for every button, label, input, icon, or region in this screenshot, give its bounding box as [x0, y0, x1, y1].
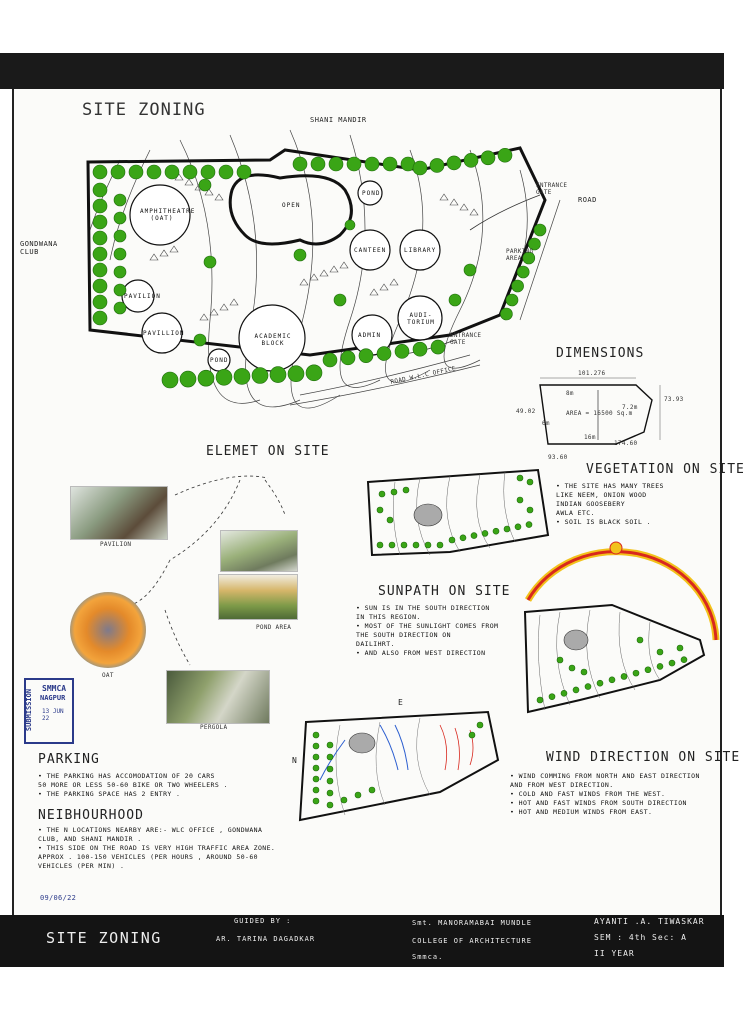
vegetation-note: • THE SITE HAS MANY TREES: [556, 482, 664, 490]
tree-symbol: [114, 248, 126, 260]
wind-title: WIND DIRECTION ON SITE: [546, 750, 741, 765]
tree-symbol: [517, 497, 523, 503]
tree-symbol: [506, 294, 518, 306]
tree-symbol: [369, 787, 375, 793]
tree-symbol: [93, 215, 107, 229]
shani-mandir-label: SHANI MANDIR: [310, 116, 367, 124]
tree-symbol: [345, 220, 355, 230]
tree-symbol: [93, 231, 107, 245]
tree-symbol: [517, 266, 529, 278]
tree-symbol: [288, 366, 304, 382]
sunpath-note: • AND ALSO FROM WEST DIRECTION: [356, 649, 486, 657]
library-label: LIBRARY: [404, 247, 437, 254]
entrance-path-top: [470, 195, 540, 230]
tree-symbol: [621, 673, 627, 679]
dimension-inner-top-value: 8m: [566, 390, 574, 397]
tree-symbol: [93, 311, 107, 325]
tree-symbol: [114, 266, 126, 278]
tree-symbol: [389, 542, 395, 548]
tree-symbol: [377, 507, 383, 513]
tree-symbol: [219, 165, 233, 179]
tree-symbol: [383, 157, 397, 171]
wind-note: • COLD AND FAST WINDS FROM THE WEST.: [510, 790, 666, 798]
submission-stamp: [24, 678, 74, 744]
student-name: AYANTI .A. TIWASKAR: [594, 917, 705, 926]
sun-symbol: [610, 542, 622, 554]
tree-symbol: [313, 732, 319, 738]
tree-symbol: [637, 637, 643, 643]
pavilion-photo: [70, 486, 168, 540]
compass-east-label: E: [398, 698, 404, 707]
tree-symbol: [449, 294, 461, 306]
elements-title: ELEMET ON SITE: [206, 444, 330, 459]
wind-trees: [313, 722, 483, 808]
admin-label: ADMIN: [358, 332, 382, 339]
tree-symbol: [313, 765, 319, 771]
parking-note: 50 MORE OR LESS 50-60 BIKE OR TWO WHEELERS .: [38, 781, 228, 789]
tree-symbol: [413, 342, 427, 356]
tree-symbol: [327, 790, 333, 796]
tree-symbol: [504, 526, 510, 532]
tree-symbol: [313, 787, 319, 793]
tree-symbol: [569, 665, 575, 671]
sun-arc-red: [528, 552, 716, 640]
tree-symbol: [395, 344, 409, 358]
tree-symbol: [585, 684, 591, 690]
tree-symbol: [129, 165, 143, 179]
wind-note: • HOT AND FAST WINDS FROM SOUTH DIRECTION: [510, 799, 687, 807]
tree-symbol: [327, 754, 333, 760]
dimension-bottom-left-value: 93.60: [548, 454, 568, 461]
tree-symbol: [323, 353, 337, 367]
tree-symbol: [517, 475, 523, 481]
tree-symbol: [162, 372, 178, 388]
tree-symbol: [477, 722, 483, 728]
sunpath-pond: [564, 630, 588, 650]
tree-symbol: [437, 542, 443, 548]
tree-symbol: [379, 491, 385, 497]
neighbourhood-title: NEIBHOURHOOD: [38, 808, 144, 823]
vegetation-notes: [556, 482, 664, 527]
tree-symbol: [327, 778, 333, 784]
pond-area-caption: POND AREA: [256, 624, 292, 631]
sunpath-notes: [356, 604, 498, 658]
tree-symbol: [403, 487, 409, 493]
dimension-side-value: 6m: [542, 420, 550, 427]
dimension-left-value: 49.02: [516, 408, 536, 415]
sunpath-trees: [537, 637, 687, 703]
oat-caption: OAT: [102, 672, 114, 679]
tree-symbol: [677, 645, 683, 651]
sunpath-note: IN THIS REGION.: [356, 613, 421, 621]
section: Sec: A: [652, 933, 687, 942]
college-line2: COLLEGE OF ARCHITECTURE: [412, 937, 532, 945]
parking-note: • THE PARKING SPACE HAS 2 ENTRY .: [38, 790, 181, 798]
entrance-gate-bottom-label: ENTRANCE GATE: [450, 332, 482, 346]
tree-symbol: [527, 507, 533, 513]
tree-symbol: [515, 524, 521, 530]
tree-symbol: [311, 157, 325, 171]
tree-symbol: [111, 165, 125, 179]
vegetation-note: LIKE NEEM, ONION WOOD: [556, 491, 647, 499]
pond-photo-2: [218, 574, 298, 620]
tree-symbol: [460, 535, 466, 541]
dimension-inner-right-value: 7.2m: [622, 404, 638, 411]
tree-symbol: [377, 347, 391, 361]
tree-symbol: [93, 247, 107, 261]
tree-symbol: [469, 732, 475, 738]
auditorium-label: AUDI-TORIUM: [407, 312, 435, 326]
parking-note: • THE PARKING HAS ACCOMODATION OF 20 CARS: [38, 772, 215, 780]
tree-symbol: [447, 156, 461, 170]
compass-north-label: N: [292, 756, 298, 765]
vegetation-contours: [393, 472, 515, 555]
tree-symbol: [537, 697, 543, 703]
tree-symbol: [365, 157, 379, 171]
tree-symbol: [527, 479, 533, 485]
open-area-outline: [230, 175, 351, 244]
tree-symbol: [561, 690, 567, 696]
tree-symbol: [313, 743, 319, 749]
tree-symbol: [431, 340, 445, 354]
tree-symbol: [557, 657, 563, 663]
dimension-right-value: 73.93: [664, 396, 684, 403]
gondwana-club-label: GONDWANA CLUB: [20, 240, 58, 256]
semester: SEM : 4th: [594, 933, 647, 942]
tree-symbol: [252, 368, 268, 384]
tree-symbol: [498, 148, 512, 162]
pergola-photo: [166, 670, 270, 724]
tree-symbol: [534, 224, 546, 236]
tree-symbol: [216, 369, 232, 385]
neighbourhood-note: • THE N LOCATIONS NEARBY ARE:- WLC OFFICE , GONDWANA: [38, 826, 263, 834]
parking-notes: [38, 772, 228, 799]
pavilion-caption: PAVILION: [100, 541, 132, 548]
tree-symbol: [327, 742, 333, 748]
dimensions-title: DIMENSIONS: [556, 346, 645, 361]
tree-symbol: [413, 542, 419, 548]
wind-pond: [349, 733, 375, 753]
stamp-line2: NAGPUR: [40, 694, 66, 702]
tree-symbol: [482, 530, 488, 536]
wind-contours: [336, 718, 430, 815]
parking-area-label: PARKING AREA: [506, 248, 534, 262]
wind-arrows-red: [440, 725, 473, 770]
sunpath-note: • SUN IS IN THE SOUTH DIRECTION: [356, 604, 490, 612]
sunpath-note: • MOST OF THE SUNLIGHT COMES FROM: [356, 622, 499, 630]
signature-date: 09/06/22: [40, 894, 77, 902]
tree-symbol: [114, 194, 126, 206]
tree-symbol: [581, 669, 587, 675]
tree-symbol: [114, 302, 126, 314]
tree-symbol: [347, 157, 361, 171]
tree-symbol: [93, 165, 107, 179]
footer-title: SITE ZONING: [46, 929, 162, 947]
tree-symbol: [341, 797, 347, 803]
vegetation-trees: [377, 475, 533, 548]
tree-symbol: [512, 280, 524, 292]
tree-symbol: [657, 663, 663, 669]
tree-symbol: [526, 522, 532, 528]
academic-block-label: ACADEMIC BLOCK: [254, 333, 292, 347]
sun-arc-yellow: [528, 552, 716, 640]
amphitheatre-label: AMPHITHEATRE (OAT): [140, 208, 196, 222]
stamp-line3: SUBMISSION: [25, 688, 34, 732]
pergola-caption: PERGOLA: [200, 724, 228, 731]
tree-symbol: [93, 295, 107, 309]
tree-symbol: [464, 153, 478, 167]
tree-symbol: [449, 537, 455, 543]
tree-symbol: [234, 368, 250, 384]
vegetation-note: INDIAN GOOSEBERY: [556, 500, 626, 508]
neighbourhood-note: APPROX . 100-150 VEHICLES (PER HOURS , AROUND 50-60: [38, 853, 258, 861]
tree-symbol: [573, 687, 579, 693]
sheet-heading: SITE ZONING: [82, 100, 206, 120]
canteen-label: CANTEEN: [354, 247, 387, 254]
stamp-line1: SMMCA: [42, 684, 67, 693]
neighbourhood-note: • THIS SIDE ON THE ROAD IS VERY HIGH TRAFFIC AREA ZONE.: [38, 844, 276, 852]
wind-note: • WIND COMMING FROM NORTH AND EAST DIRECTION: [510, 772, 700, 780]
dimension-top-value: 101.276: [578, 370, 606, 377]
vegetation-note: • SOIL IS BLACK SOIL .: [556, 518, 651, 526]
wind-note: AND FROM WEST DIRECTION.: [510, 781, 614, 789]
tree-symbol: [387, 517, 393, 523]
tree-symbol: [657, 649, 663, 655]
tree-symbol: [313, 798, 319, 804]
tree-symbol: [500, 308, 512, 320]
neighbourhood-notes: [38, 826, 275, 871]
tree-symbol: [391, 489, 397, 495]
tree-symbol: [633, 670, 639, 676]
wind-note: • HOT AND MEDIUM WINDS FROM EAST.: [510, 808, 653, 816]
sunpath-note: THE SOUTH DIRECTION ON: [356, 631, 451, 639]
college-line3: Smmca.: [412, 953, 444, 961]
pond-top-label: POND: [362, 190, 381, 197]
stamp-date: 13 JUN 22: [42, 708, 64, 722]
tree-symbol: [313, 754, 319, 760]
tree-symbol: [609, 677, 615, 683]
tree-symbol: [165, 165, 179, 179]
pavilion-1-label: PAVILION: [124, 293, 161, 300]
open-label: OPEN: [282, 202, 301, 209]
dimension-bottom-right-value: 174.60: [614, 440, 638, 447]
title-block: [0, 915, 724, 967]
tree-symbol: [237, 165, 251, 179]
tree-symbol: [313, 776, 319, 782]
tree-symbol: [114, 212, 126, 224]
tree-symbol: [425, 542, 431, 548]
tree-symbol: [199, 179, 211, 191]
tree-symbol: [93, 199, 107, 213]
tree-symbol: [180, 371, 196, 387]
guide-name: AR. TARINA DAGADKAR: [216, 935, 316, 943]
tree-symbol: [430, 158, 444, 172]
tree-symbol: [147, 165, 161, 179]
tree-symbol: [201, 165, 215, 179]
tree-symbol: [327, 766, 333, 772]
tree-symbol: [401, 542, 407, 548]
tree-symbol: [355, 792, 361, 798]
neighbourhood-note: VEHICLES (PER MIN) .: [38, 862, 125, 870]
pond-photo-1: [220, 530, 298, 572]
tree-symbol: [270, 367, 286, 383]
guided-by-label: GUIDED BY :: [234, 917, 292, 925]
tree-symbol: [306, 365, 322, 381]
tree-symbol: [481, 151, 495, 165]
college-line1: Smt. MANORAMABAI MUNDLE: [412, 919, 532, 927]
wind-notes: [510, 772, 700, 817]
pond-bottom-label: POND: [210, 357, 229, 364]
tree-symbol: [198, 370, 214, 386]
tree-symbol: [194, 334, 206, 346]
road-top-label: ROAD: [578, 196, 597, 204]
pavilion-2-label: PAVILLION: [143, 330, 185, 337]
vegetation-note: AWLA ETC.: [556, 509, 595, 517]
tree-symbol: [93, 183, 107, 197]
tree-symbol: [681, 657, 687, 663]
oat-photo: [70, 592, 146, 668]
tree-symbol: [294, 249, 306, 261]
tree-symbol: [293, 157, 307, 171]
sunpath-note: DAILIHRT.: [356, 640, 395, 648]
year: II YEAR: [594, 949, 635, 958]
entrance-gate-top-label: ENTRANCE GATE: [536, 182, 568, 196]
tree-symbol: [359, 349, 373, 363]
road-bottom-label: ROAD W.L.C OFFICE: [389, 365, 457, 386]
tree-symbol: [204, 256, 216, 268]
neighbourhood-note: CLUB, AND SHANI MANDIR .: [38, 835, 142, 843]
tree-symbol: [597, 680, 603, 686]
dimension-area-value: AREA = 16500 Sq.m: [566, 410, 633, 417]
sunpath-title: SUNPATH ON SITE: [378, 584, 511, 599]
tree-symbol: [471, 533, 477, 539]
tree-symbol: [669, 660, 675, 666]
tree-symbol: [334, 294, 346, 306]
vegetation-pond: [414, 504, 442, 526]
tree-symbol: [493, 528, 499, 534]
parking-title: PARKING: [38, 752, 100, 767]
dimension-inner-bottom-value: 16m: [584, 434, 596, 441]
tree-symbol: [183, 165, 197, 179]
tree-symbol: [464, 264, 476, 276]
tree-symbol: [327, 802, 333, 808]
tree-symbol: [341, 351, 355, 365]
tree-symbol: [93, 279, 107, 293]
tree-symbol: [549, 694, 555, 700]
tree-symbol: [93, 263, 107, 277]
tree-symbol: [645, 667, 651, 673]
tree-symbol: [377, 542, 383, 548]
tree-symbol: [114, 230, 126, 242]
tree-symbol: [329, 157, 343, 171]
tree-symbol: [413, 161, 427, 175]
vegetation-title: VEGETATION ON SITE: [586, 462, 745, 477]
